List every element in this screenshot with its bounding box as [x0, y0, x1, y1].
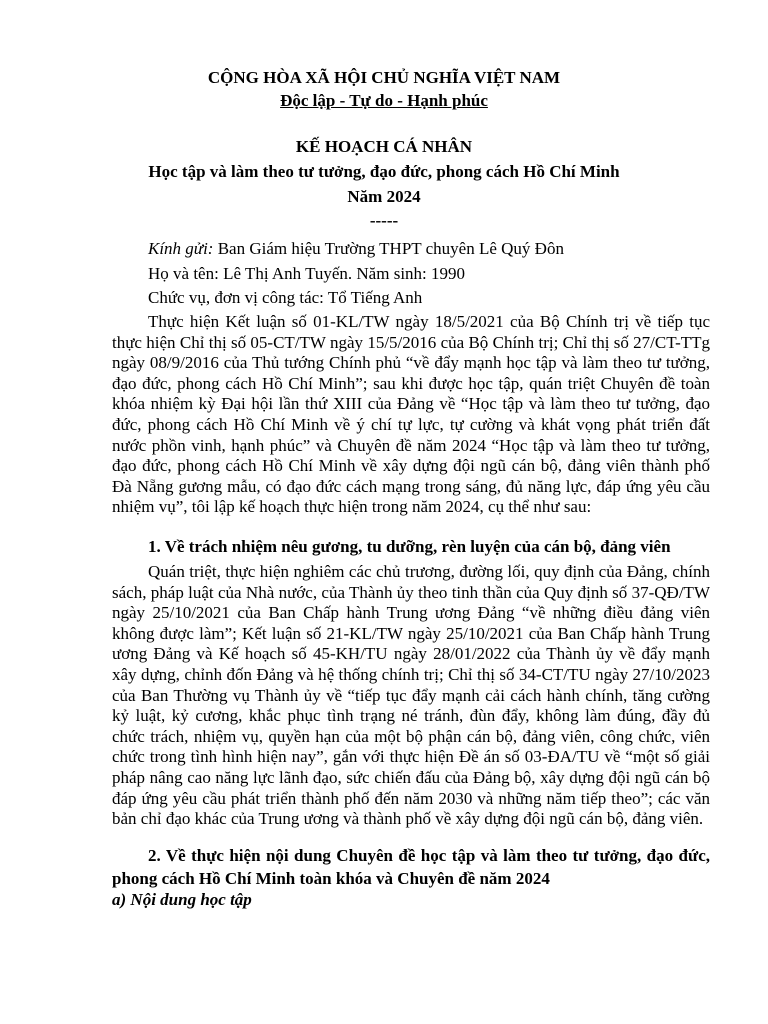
section-1-heading: 1. Về trách nhiệm nêu gương, tu dưỡng, rèn luyện của cán bộ, đảng viên — [148, 537, 671, 556]
personal-name-line: Họ và tên: Lê Thị Anh Tuyến. Năm sinh: 1990 — [148, 264, 466, 283]
section-1-paragraph: Quán triệt, thực hiện nghiêm các chủ trương, đường lối, quy định của Đảng, chính sách, pháp luật của Nhà nước, của Thành ủy theo tinh thần của Quy định số 37-QĐ/TW ngày 25/10/2021 của Ban Chấp hành Trung ương Đảng “về những điều đảng viên không được làm”; Kết luận số 21-KL/TW ngày 25/10/2021 của Ban Chấp hành Trung ương Đảng và Kế hoạch số 45-KH/TU ngày 28/01/2022 của Thành ủy về đẩy mạnh xây dựng, chỉnh đốn Đảng và hệ thống chính trị; Chỉ thị số 34-CT/TU ngày 27/10/2023 của Ban Thường vụ Thành ủy về “tiếp tục đẩy mạnh cải cách hành chính, tăng cường kỷ luật, kỷ cương, khắc phục tình trạng né tránh, đùn đẩy, không làm đúng, đầy đủ chức trách, nhiệm vụ, quyền hạn của một bộ phận cán bộ, đảng viên, công chức, viên chức trong tình hình hiện nay”, gắn với thực hiện Đề án số 03-ĐA/TU về “một số giải pháp nâng cao năng lực lãnh đạo, sức chiến đấu của Đảng bộ, xây dựng đội ngũ cán bộ đáp ứng yêu cầu phát triển thành phố đến năm 2030 và những năm tiếp theo”; các văn bản chỉ đạo khác của Trung ương và thành phố về xây dựng đội ngũ cán bộ, đảng viên. — [112, 562, 710, 829]
personal-unit-line: Chức vụ, đơn vị công tác: Tổ Tiếng Anh — [148, 288, 423, 307]
recipient-value: Ban Giám hiệu Trường THPT chuyên Lê Quý Đôn — [213, 239, 564, 258]
document-title: KẾ HOẠCH CÁ NHÂN — [295, 137, 473, 156]
country-header: CỘNG HÒA XÃ HỘI CHỦ NGHĨA VIỆT NAM — [207, 68, 561, 87]
motto — [0, 91, 768, 111]
motto-text: Độc lập - Tự do - Hạnh phúc — [280, 91, 488, 110]
title-divider: ----- — [369, 211, 399, 230]
document-year: Năm 2024 — [347, 187, 421, 206]
recipient-line — [148, 239, 564, 259]
section-2a-heading: a) Nội dung học tập — [112, 890, 252, 909]
document-subtitle: Học tập và làm theo tư tưởng, đạo đức, phong cách Hồ Chí Minh — [148, 162, 620, 181]
section-2-heading: 2. Về thực hiện nội dung Chuyên đề học tập và làm theo tư tưởng, đạo đức, phong cách Hồ Chí Minh toàn khóa và Chuyên đề năm 2024 — [112, 846, 710, 888]
intro-paragraph: Thực hiện Kết luận số 01-KL/TW ngày 18/5/2021 của Bộ Chính trị về tiếp tục thực hiện Chỉ thị số 05-CT/TW ngày 15/5/2016 của Bộ Chính trị; Chỉ thị số 27/CT-TTg ngày 08/9/2016 của Thủ tướng Chính phủ “về đẩy mạnh học tập và làm theo tư tưởng, đạo đức, phong cách Hồ Chí Minh”; sau khi được học tập, quán triệt Chuyên đề toàn khóa nhiệm kỳ Đại hội lần thứ XIII của Đảng về “Học tập và làm theo tư tưởng, đạo đức, phong cách Hồ Chí Minh về ý chí tự lực, tự cường và khát vọng phát triển đất nước phồn vinh, hạnh phúc” và Chuyên đề năm 2024 “Học tập và làm theo tư tưởng, đạo đức, phong cách Hồ Chí Minh về xây dựng đội ngũ cán bộ, đảng viên thành phố Đà Nẵng gương mẫu, có đạo đức cách mạng trong sáng, đủ năng lực, đáp ứng yêu cầu nhiệm vụ”, tôi lập kế hoạch thực hiện trong năm 2024, cụ thể như sau: — [112, 312, 710, 517]
recipient-label: Kính gửi: — [148, 239, 214, 258]
